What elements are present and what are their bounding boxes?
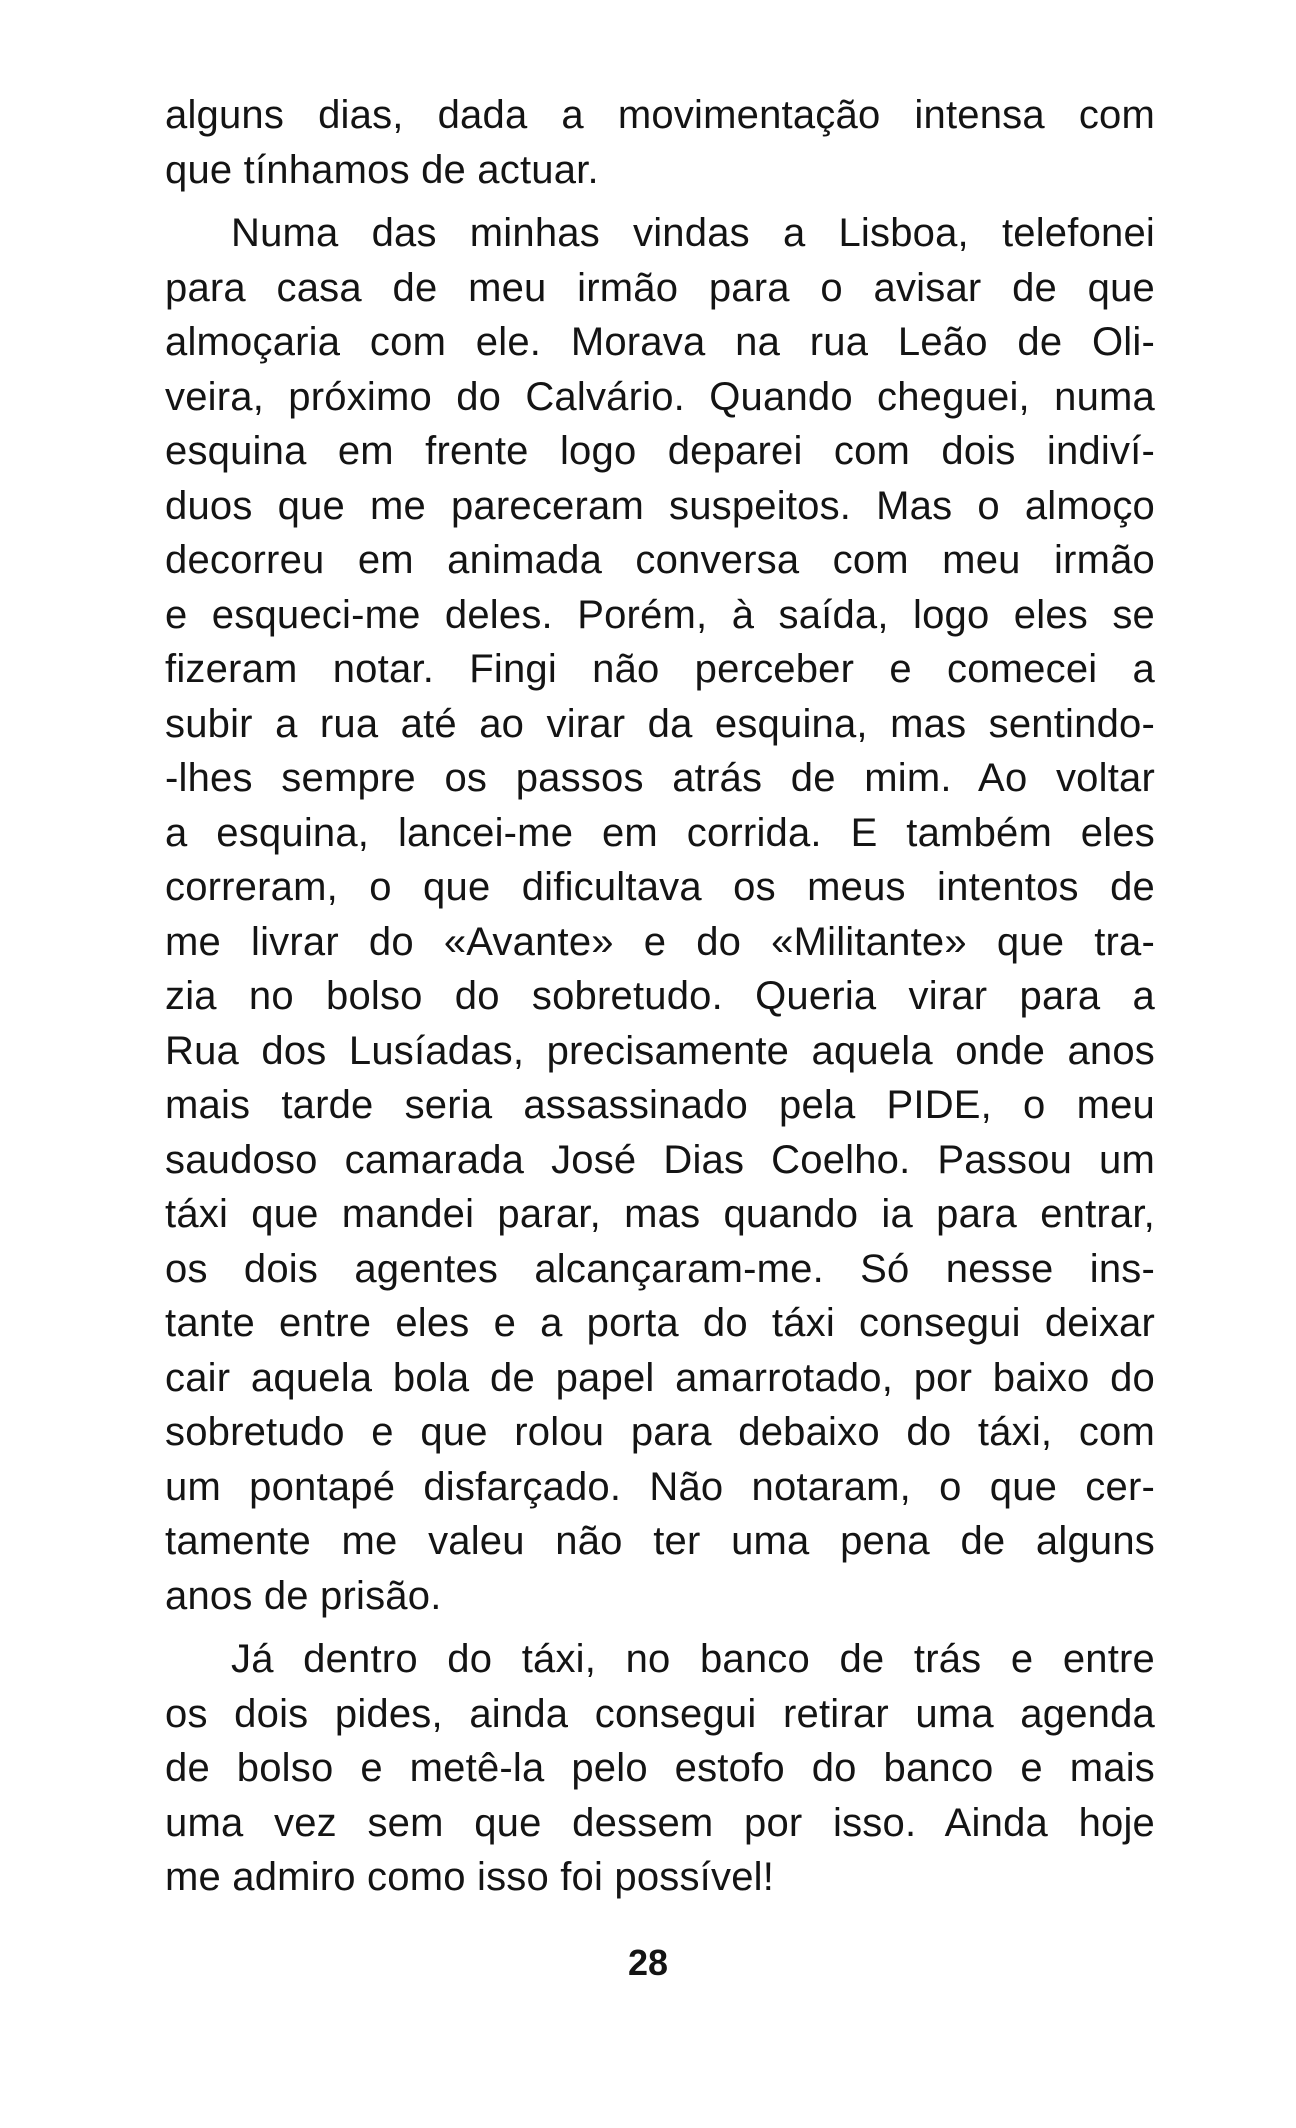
paragraph [165,1632,1155,1905]
text-line: que tínhamos de actuar. [165,147,599,192]
text-line: anos de prisão. [165,1573,442,1618]
text-line: decorreu em animada conversa com meu irmão [165,538,1155,582]
text-line: os dois agentes alcançaram-me. Só nesse ins- [165,1246,1155,1291]
text-line: me livrar do «Avante» e do «Militante» que tra- [165,919,1155,964]
text-line: e esqueci-me deles. Porém, à saída, logo eles se [165,592,1155,637]
page-number: 28 [627,1942,669,1983]
text-line: os dois pides, ainda consegui retirar uma agenda [165,1691,1155,1736]
text-line: -lhes sempre os passos atrás de mim. Ao voltar [165,756,1155,800]
text-line: me admiro como isso foi possível! [165,1855,775,1899]
text-line: veira, próximo do Calvário. Quando cheguei, numa [165,374,1155,419]
text-line: uma vez sem que dessem por isso. Ainda hoje [165,1800,1155,1845]
text-line: Já dentro do táxi, no banco de trás e entre [231,1637,1155,1681]
text-line: cair aquela bola de papel amarrotado, por baixo do [165,1355,1155,1400]
paragraph [165,206,1155,1623]
text-line: fizeram notar. Fingi não perceber e comecei a [165,647,1155,691]
text-line: zia no bolso do sobretudo. Queria virar para a [165,974,1155,1018]
paragraph-gap [165,1623,1155,1632]
text-line: sobretudo e que rolou para debaixo do táxi, com [165,1410,1155,1454]
text-line: para casa de meu irmão para o avisar de que [165,265,1155,310]
text-line: Rua dos Lusíadas, precisamente aquela onde anos [165,1028,1155,1073]
paragraph-gap [165,197,1155,206]
text-line: táxi que mandei parar, mas quando ia para entrar, [165,1192,1155,1236]
text-line: Numa das minhas vindas a Lisboa, telefonei [231,211,1155,255]
text-line: um pontapé disfarçado. Não notaram, o que cer- [165,1464,1155,1509]
text-line: de bolso e metê-la pelo estofo do banco e mais [165,1746,1155,1790]
text-line: mais tarde seria assassinado pela PIDE, o meu [165,1083,1155,1127]
body-text [165,88,1155,1905]
text-line: alguns dias, dada a movimentação intensa com [165,93,1155,137]
text-line: subir a rua até ao virar da esquina, mas sentindo- [165,701,1155,746]
text-line: a esquina, lancei-me em corrida. E também eles [165,810,1155,855]
text-line: duos que me pareceram suspeitos. Mas o almoço [165,483,1155,528]
paragraph [165,88,1155,197]
text-line: tamente me valeu não ter uma pena de alguns [165,1519,1155,1563]
text-line: almoçaria com ele. Morava na rua Leão de Oli- [165,320,1155,364]
text-line: tante entre eles e a porta do táxi consegui deixar [165,1301,1155,1345]
text-line: correram, o que dificultava os meus intentos de [165,865,1155,909]
text-line: saudoso camarada José Dias Coelho. Passou um [165,1137,1155,1182]
text-line: esquina em frente logo deparei com dois indiví- [165,429,1155,473]
